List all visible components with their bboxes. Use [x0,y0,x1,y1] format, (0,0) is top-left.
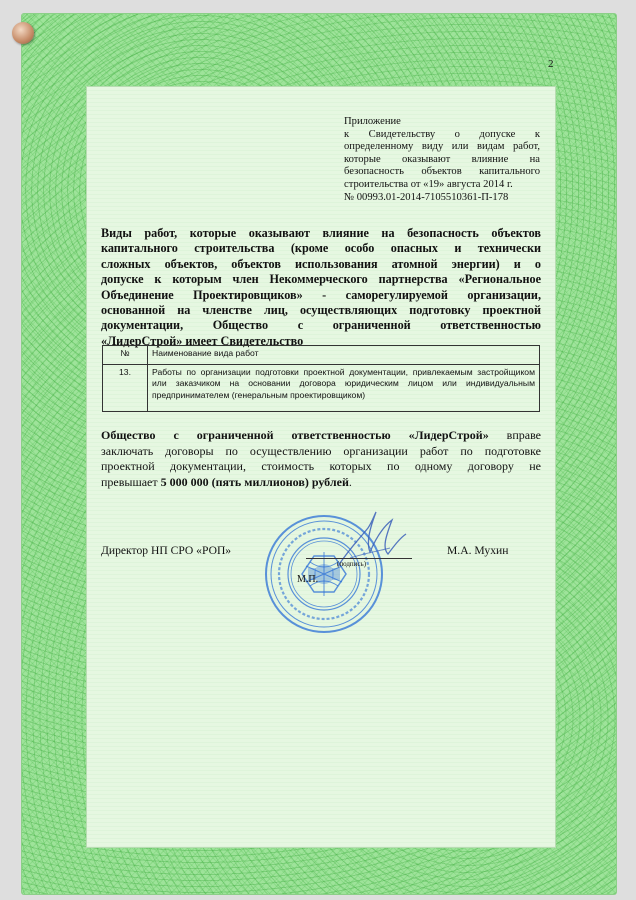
company-name: Общество с ограниченной ответственностью «ЛидерСтрой» [101,428,489,442]
seal-place-label: М.П. [297,574,319,585]
intro-line: «ЛидерСтрой» имеет Свидетельство [101,333,304,348]
page-number: 2 [548,58,554,70]
intro-paragraph [101,226,541,349]
appendix-line: № 00993.01-2014-7105510361-П-178 [344,191,509,203]
director-name: М.А. Мухин [447,544,509,557]
intro-line: документации, Общество с ограниченной ответственностью [101,318,541,333]
amount-limit: 5 000 000 (пять миллионов) рублей [160,474,349,489]
closing-paragraph [101,428,541,490]
appendix-line: безопасность объектов капитального [344,166,540,178]
appendix-line: к Свидетельству о допуске к [344,128,540,140]
appendix-line: строительства от «19» августа 2014 г. [344,178,513,190]
signature-line [306,558,412,559]
closing-text: . [348,474,352,489]
row-number: 13. [103,365,148,412]
closing-line [101,428,541,444]
intro-line: Виды работ, которые оказывают влияние на безопасность объектов [101,226,541,240]
intro-line: капитального строительства (кроме особо опасных и технически [101,241,541,256]
appendix-body [344,129,540,205]
works-table [102,345,540,412]
table-row [103,365,540,412]
intro-line: Объединение Проектировщиков» - саморегулируемой организации, [101,287,541,302]
appendix-note [344,116,540,204]
director-title: Директор НП СРО «РОП» [101,544,232,557]
appendix-line: определенному виду или видам работ, [344,141,540,153]
pin-icon [12,22,34,44]
table-header-row [103,346,540,365]
column-header-number: № [103,346,148,365]
column-header-work-type: Наименование вида работ [148,346,540,365]
closing-text: вправе [488,428,541,442]
row-work-type: Работы по организации подготовки проектной документации, привлекаемым застройщиком или заказчиком на основании договора юридическим лицом или индивидуальным предпринимателем (генеральным проектировщиком) [148,365,540,412]
closing-line: заключать договоры по осуществлению организации работ по подготовке [101,443,541,458]
intro-line: сложных объектов, объектов использования атомной энергии) и о [101,256,541,271]
closing-line [101,475,541,491]
appendix-title: Приложение [344,116,401,127]
signature-caption: (подпись) [337,560,367,568]
intro-line: допуске к которым член Некоммерческого партнерства «Региональное [101,272,541,287]
closing-line: проектной документации, стоимость которых по одному договору не [101,459,541,474]
intro-line: основанной на членстве лиц, осуществляющих подготовку проектной [101,303,541,318]
closing-text: превышает [101,474,161,489]
appendix-line: которые оказывают влияние на [344,153,540,165]
